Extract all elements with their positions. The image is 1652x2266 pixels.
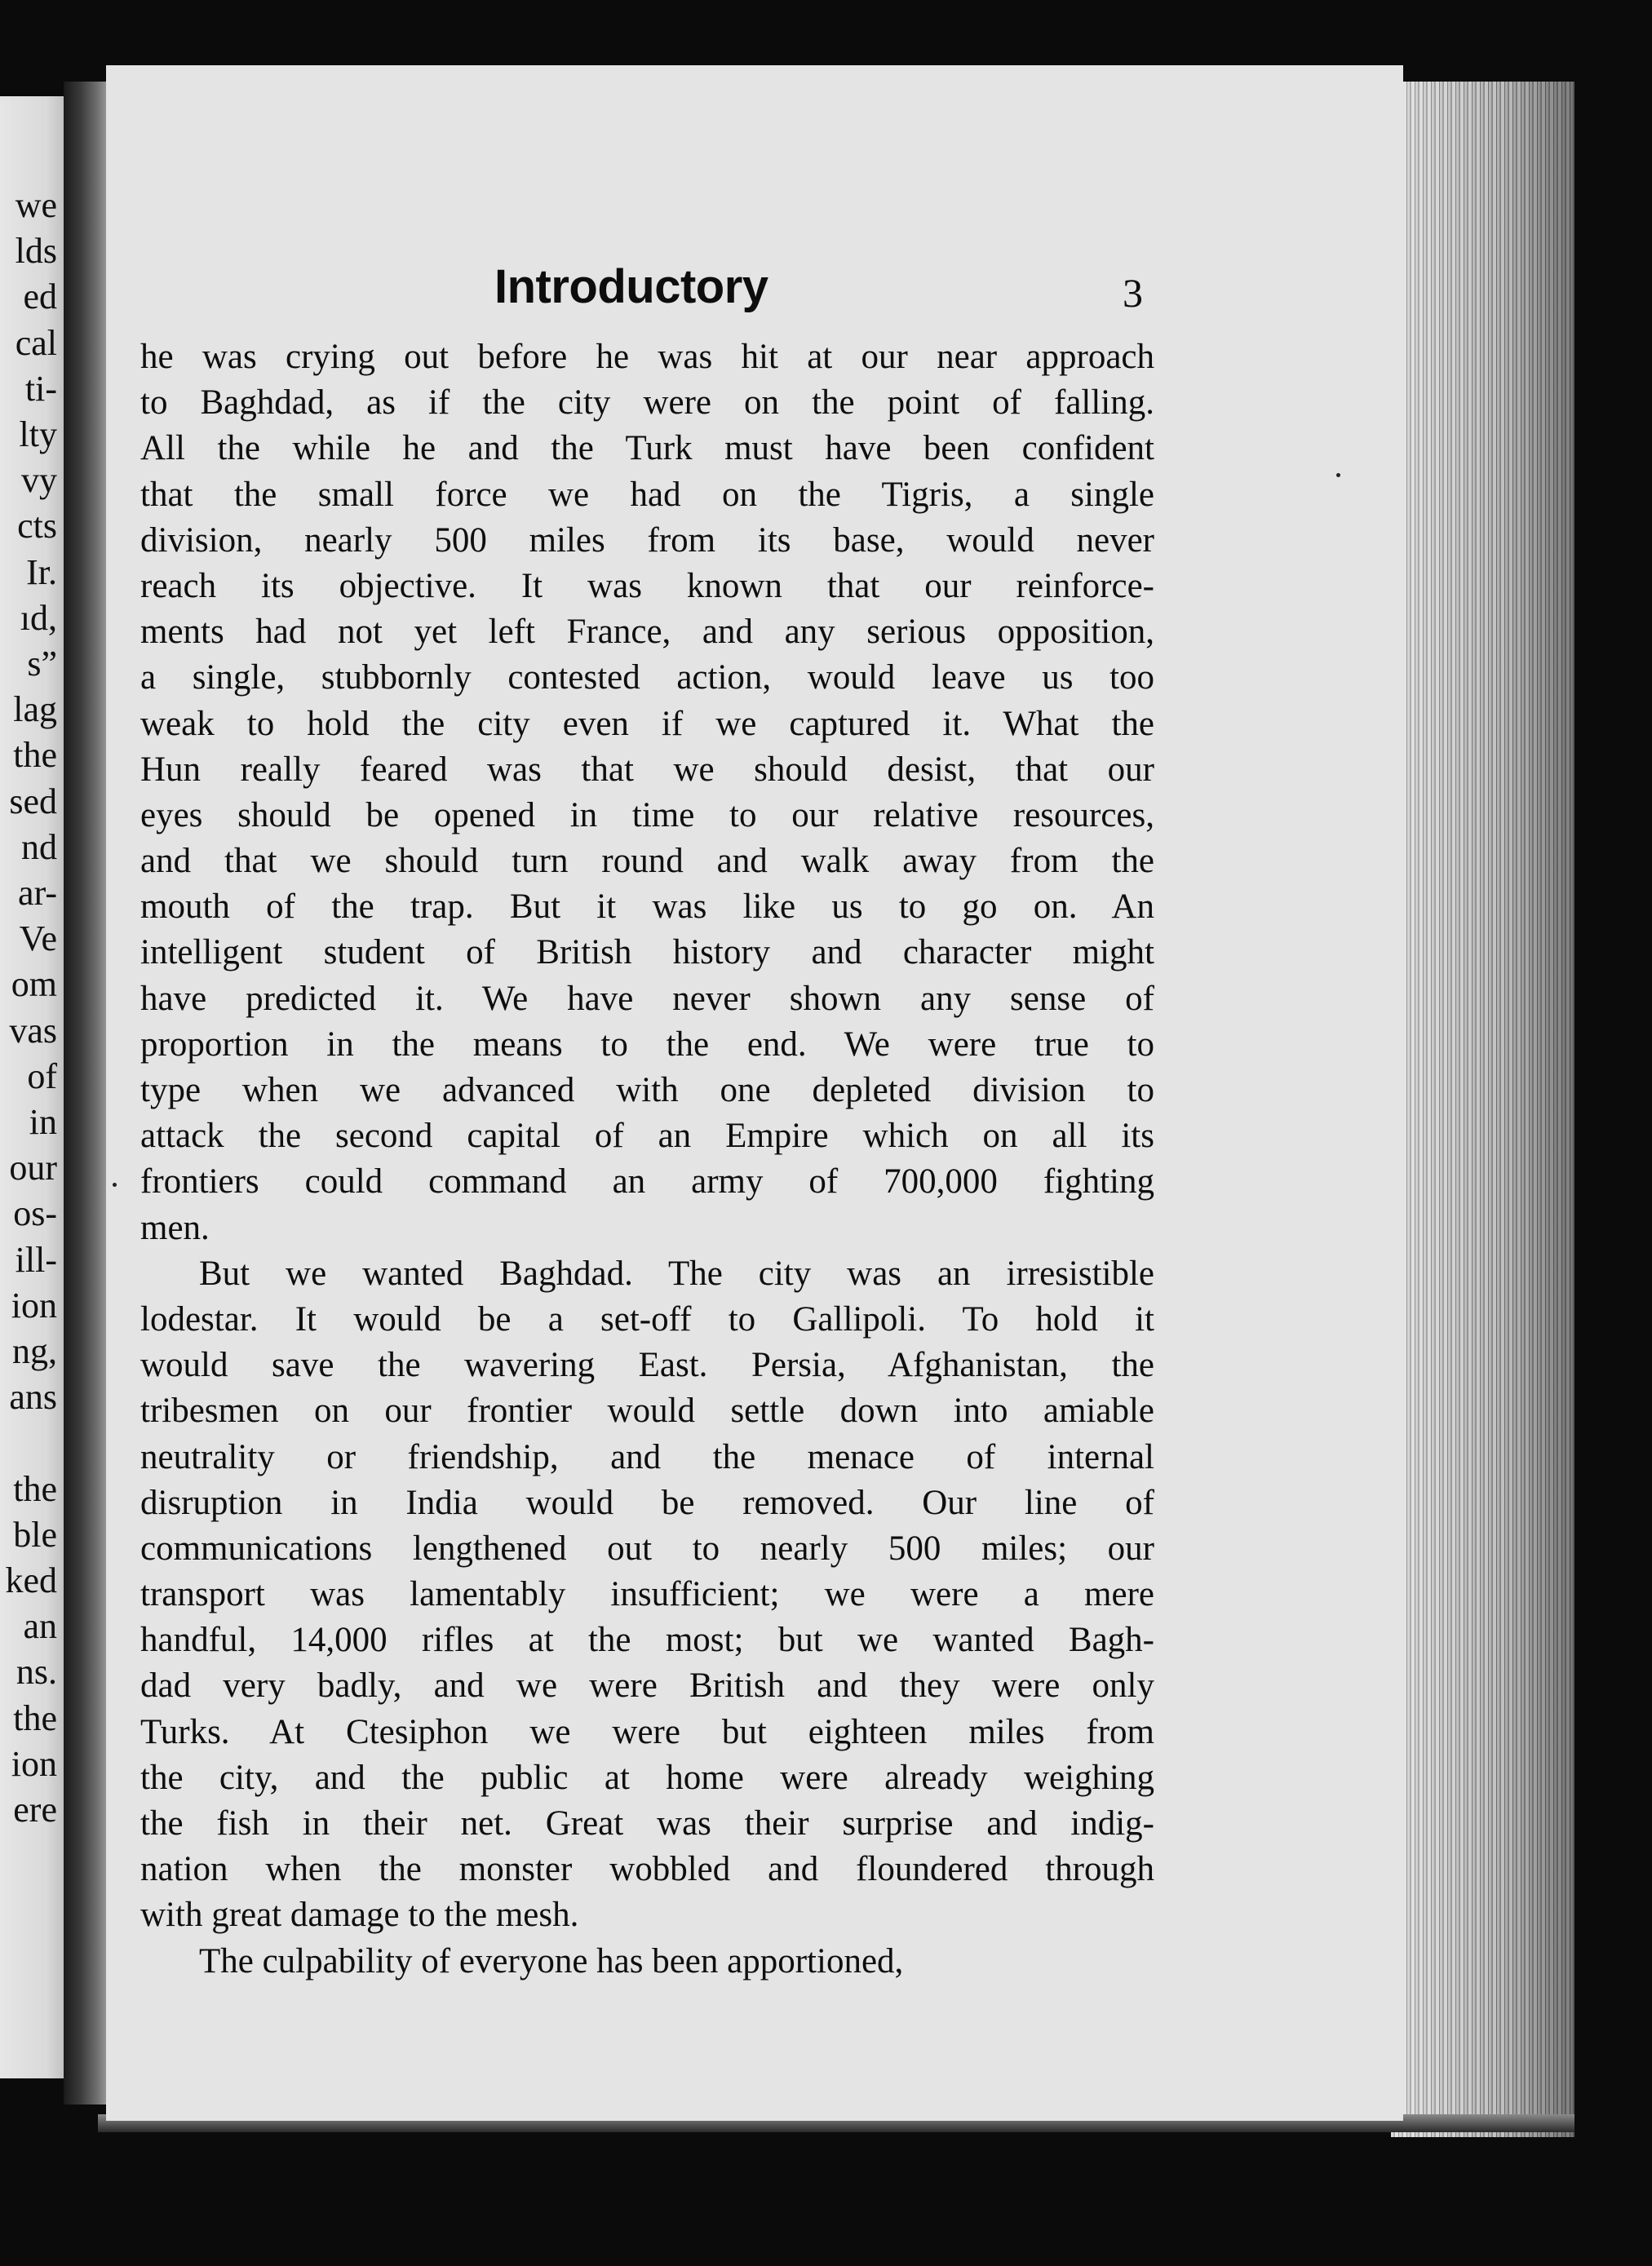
print-speck: [1336, 473, 1340, 477]
text-line: attack the second capital of an Empire which on all its: [140, 1117, 1154, 1156]
text-line: frontiers could command an army of 700,000 fighting: [140, 1162, 1154, 1202]
text-line: proportion in the means to the end. We were true to: [140, 1025, 1154, 1064]
facing-page-fragment: ere: [13, 1790, 57, 1830]
text-line: disruption in India would be removed. Our line of: [140, 1483, 1154, 1522]
facing-page-fragment: cal: [15, 322, 57, 363]
text-line: lodestar. It would be a set-off to Gallipoli. To hold it: [140, 1299, 1154, 1339]
text-line: Turks. At Ctesiphon we were but eighteen miles from: [140, 1712, 1154, 1751]
facing-page-fragment: the: [13, 1468, 57, 1509]
binding-gutter: [64, 82, 111, 2104]
facing-page-fragment: Ve: [19, 918, 57, 959]
chapter-title: Introductory: [494, 260, 768, 313]
facing-page-fragment: ed: [23, 277, 57, 317]
text-line: intelligent student of British history and character might: [140, 933, 1154, 972]
text-line: ments had not yet left France, and any serious opposition,: [140, 613, 1154, 652]
text-line: have predicted it. We have never shown any sense of: [140, 979, 1154, 1018]
facing-page-fragment: vas: [9, 1010, 57, 1051]
text-line: he was crying out before he was hit at our near approach: [140, 338, 1154, 376]
text-line: and that we should turn round and walk away from the: [140, 842, 1154, 881]
facing-page-fragment: ked: [5, 1560, 57, 1600]
page-number: 3: [1123, 270, 1143, 316]
text-line: handful, 14,000 rifles at the most; but we wanted Bagh-: [140, 1621, 1154, 1660]
text-line: neutrality or friendship, and the menace of internal: [140, 1437, 1154, 1476]
text-line: But we wanted Baghdad. The city was an irresistible: [199, 1254, 1154, 1293]
facing-page-fragment: Ir.: [26, 551, 57, 592]
facing-page-fragment: the: [13, 735, 57, 776]
facing-page-fragment: of: [27, 1056, 57, 1096]
text-line: transport was lamentably insufficient; we were a mere: [140, 1575, 1154, 1614]
text-line: All the while he and the Turk must have been confident: [140, 429, 1154, 468]
text-line: weak to hold the city even if we captured it. What the: [140, 704, 1154, 743]
text-line: the city, and the public at home were already weighing: [140, 1758, 1154, 1797]
text-line: mouth of the trap. But it was like us to go on. An: [140, 887, 1154, 927]
facing-page-fragment: ion: [11, 1743, 57, 1784]
facing-page-fragment: sed: [9, 781, 57, 821]
facing-page-fragment: ti-: [24, 368, 57, 409]
facing-page-fragment: ıd,: [20, 597, 57, 638]
facing-page-edge: [0, 96, 67, 2078]
text-line: eyes should be opened in time to our relative resources,: [140, 795, 1154, 834]
text-line: a single, stubbornly contested action, would leave us too: [140, 658, 1154, 697]
facing-page-fragment: ng,: [12, 1331, 57, 1371]
text-line: tribesmen on our frontier would settle down into amiable: [140, 1392, 1154, 1431]
book-page: [106, 65, 1403, 2121]
facing-page-fragment: our: [9, 1148, 57, 1188]
facing-page-fragment: ar-: [18, 873, 57, 913]
facing-page-fragment: s”: [27, 644, 57, 684]
text-line: the fish in their net. Great was their surprise and indig-: [140, 1804, 1154, 1843]
text-line: The culpability of everyone has been apportioned,: [199, 1941, 904, 1981]
body-text: [140, 334, 1154, 1985]
text-line: that the small force we had on the Tigris, a single: [140, 475, 1154, 514]
text-line: reach its objective. It was known that our reinforce-: [140, 566, 1154, 605]
facing-page-fragment: in: [29, 1102, 57, 1142]
print-speck: [113, 1183, 117, 1187]
page-edges-stack: [1391, 82, 1574, 2137]
facing-page-fragment: nd: [21, 826, 57, 867]
facing-page-fragment: os-: [13, 1193, 57, 1234]
facing-page-fragment: an: [23, 1606, 57, 1647]
text-line: dad very badly, and we were British and they were only: [140, 1666, 1154, 1706]
running-head: [106, 259, 1403, 316]
text-line: type when we advanced with one depleted division to: [140, 1071, 1154, 1109]
facing-page-fragment: vy: [21, 460, 57, 501]
text-line: communications lengthened out to nearly 500 miles; our: [140, 1529, 1154, 1568]
text-line: would save the wavering East. Persia, Afghanistan, the: [140, 1346, 1154, 1385]
facing-page-fragment: lag: [13, 689, 57, 730]
facing-page-fragment: lty: [19, 414, 57, 454]
facing-page-fragment: ill-: [15, 1239, 57, 1280]
facing-page-fragment: ble: [13, 1514, 57, 1555]
text-line: nation when the monster wobbled and floundered through: [140, 1850, 1154, 1889]
facing-page-fragment: ion: [11, 1285, 57, 1326]
facing-page-fragment: we: [15, 185, 57, 225]
text-line: with great damage to the mesh.: [140, 1896, 579, 1935]
text-line: division, nearly 500 miles from its base, would never: [140, 520, 1154, 560]
facing-page-fragment: cts: [17, 506, 57, 547]
text-line: men.: [140, 1208, 210, 1247]
text-line: to Baghdad, as if the city were on the point of falling.: [140, 383, 1154, 423]
facing-page-fragment: ans: [9, 1377, 57, 1418]
facing-page-fragment: lds: [15, 231, 57, 272]
facing-page-fragment: om: [11, 964, 57, 1005]
facing-page-fragment: the: [13, 1697, 57, 1738]
facing-page-fragment: ns.: [16, 1652, 57, 1693]
text-line: Hun really feared was that we should desist, that our: [140, 750, 1154, 789]
